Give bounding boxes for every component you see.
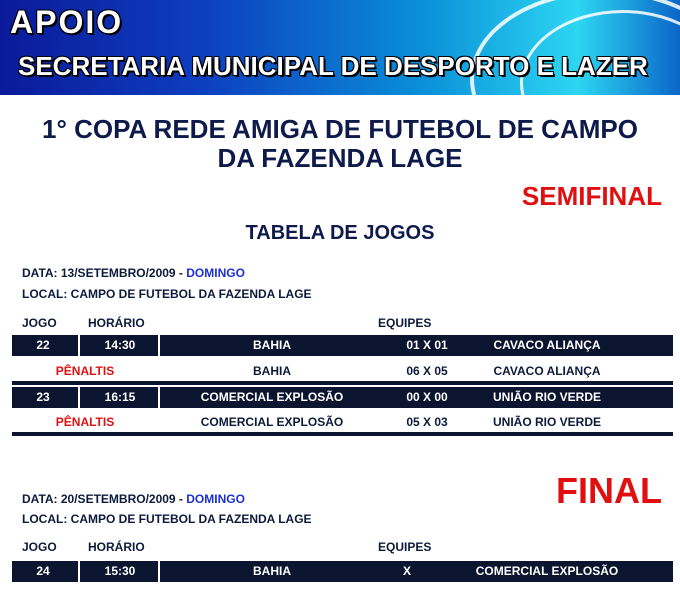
penalties-row: [12, 362, 673, 385]
semifinal-date: [22, 266, 245, 280]
away-team-cell: UNIÃO RIO VERDE: [492, 390, 601, 404]
title-line-1: 1° COPA REDE AMIGA DE FUTEBOL DE CAMPO: [42, 114, 638, 144]
day-text: DOMINGO: [186, 266, 245, 280]
score-cell: X: [402, 564, 411, 578]
column-divider: [158, 335, 160, 356]
score-cell: 01 X 01: [406, 338, 448, 352]
horario-cell: 16:15: [104, 390, 136, 404]
final-location: LOCAL: CAMPO DE FUTEBOL DA FAZENDA LAGE: [22, 512, 312, 526]
header-horario: HORÁRIO: [88, 540, 145, 554]
header-banner: [0, 0, 680, 95]
column-divider: [78, 335, 80, 356]
horario-cell: 15:30: [104, 564, 136, 578]
column-divider: [78, 387, 80, 408]
away-team-cell: UNIÃO RIO VERDE: [492, 415, 601, 429]
penalties-row: [12, 413, 673, 436]
header-jogo: JOGO: [22, 540, 57, 554]
match-row: [12, 335, 673, 356]
penalties-label: PÊNALTIS: [55, 415, 115, 429]
header-equipes: EQUIPES: [378, 540, 432, 554]
column-divider: [158, 387, 160, 408]
away-team-cell: CAVACO ALIANÇA: [493, 338, 601, 352]
score-cell: 06 X 05: [406, 364, 448, 378]
score-cell: 00 X 00: [406, 390, 448, 404]
penalties-label: PÊNALTIS: [55, 364, 115, 378]
jogo-cell: 24: [36, 564, 50, 578]
tournament-title: [0, 115, 680, 173]
away-team-cell: CAVACO ALIANÇA: [493, 364, 601, 378]
tabela-heading: TABELA DE JOGOS: [245, 222, 435, 244]
jogo-cell: 22: [36, 338, 50, 352]
final-date: [22, 492, 245, 506]
home-team-cell: BAHIA: [253, 338, 291, 352]
home-team-cell: COMERCIAL EXPLOSÃO: [200, 390, 344, 404]
home-team-cell: BAHIA: [253, 364, 291, 378]
home-team-cell: BAHIA: [253, 564, 291, 578]
date-text: DATA: 20/SETEMBRO/2009 -: [22, 492, 187, 506]
title-line-2: DA FAZENDA LAGE: [217, 143, 463, 173]
semifinal-location: LOCAL: CAMPO DE FUTEBOL DA FAZENDA LAGE: [22, 287, 312, 301]
date-text: DATA: 13/SETEMBRO/2009 -: [22, 266, 187, 280]
score-cell: 05 X 03: [406, 415, 448, 429]
semifinal-heading: SEMIFINAL: [521, 181, 662, 211]
column-divider: [78, 561, 80, 582]
header-horario: HORÁRIO: [88, 316, 145, 330]
horario-cell: 14:30: [104, 338, 136, 352]
final-heading: FINAL: [556, 470, 662, 511]
column-divider: [158, 561, 160, 582]
away-team-cell: COMERCIAL EXPLOSÃO: [475, 564, 619, 578]
secretaria-title: SECRETARIA MUNICIPAL DE DESPORTO E LAZER: [18, 51, 648, 81]
jogo-cell: 23: [36, 390, 50, 404]
header-jogo: JOGO: [22, 316, 57, 330]
match-row: [12, 561, 673, 582]
home-team-cell: COMERCIAL EXPLOSÃO: [200, 415, 344, 429]
apoio-label: APOIO: [10, 4, 124, 40]
day-text: DOMINGO: [186, 492, 245, 506]
match-row: [12, 387, 673, 408]
header-equipes: EQUIPES: [378, 316, 432, 330]
